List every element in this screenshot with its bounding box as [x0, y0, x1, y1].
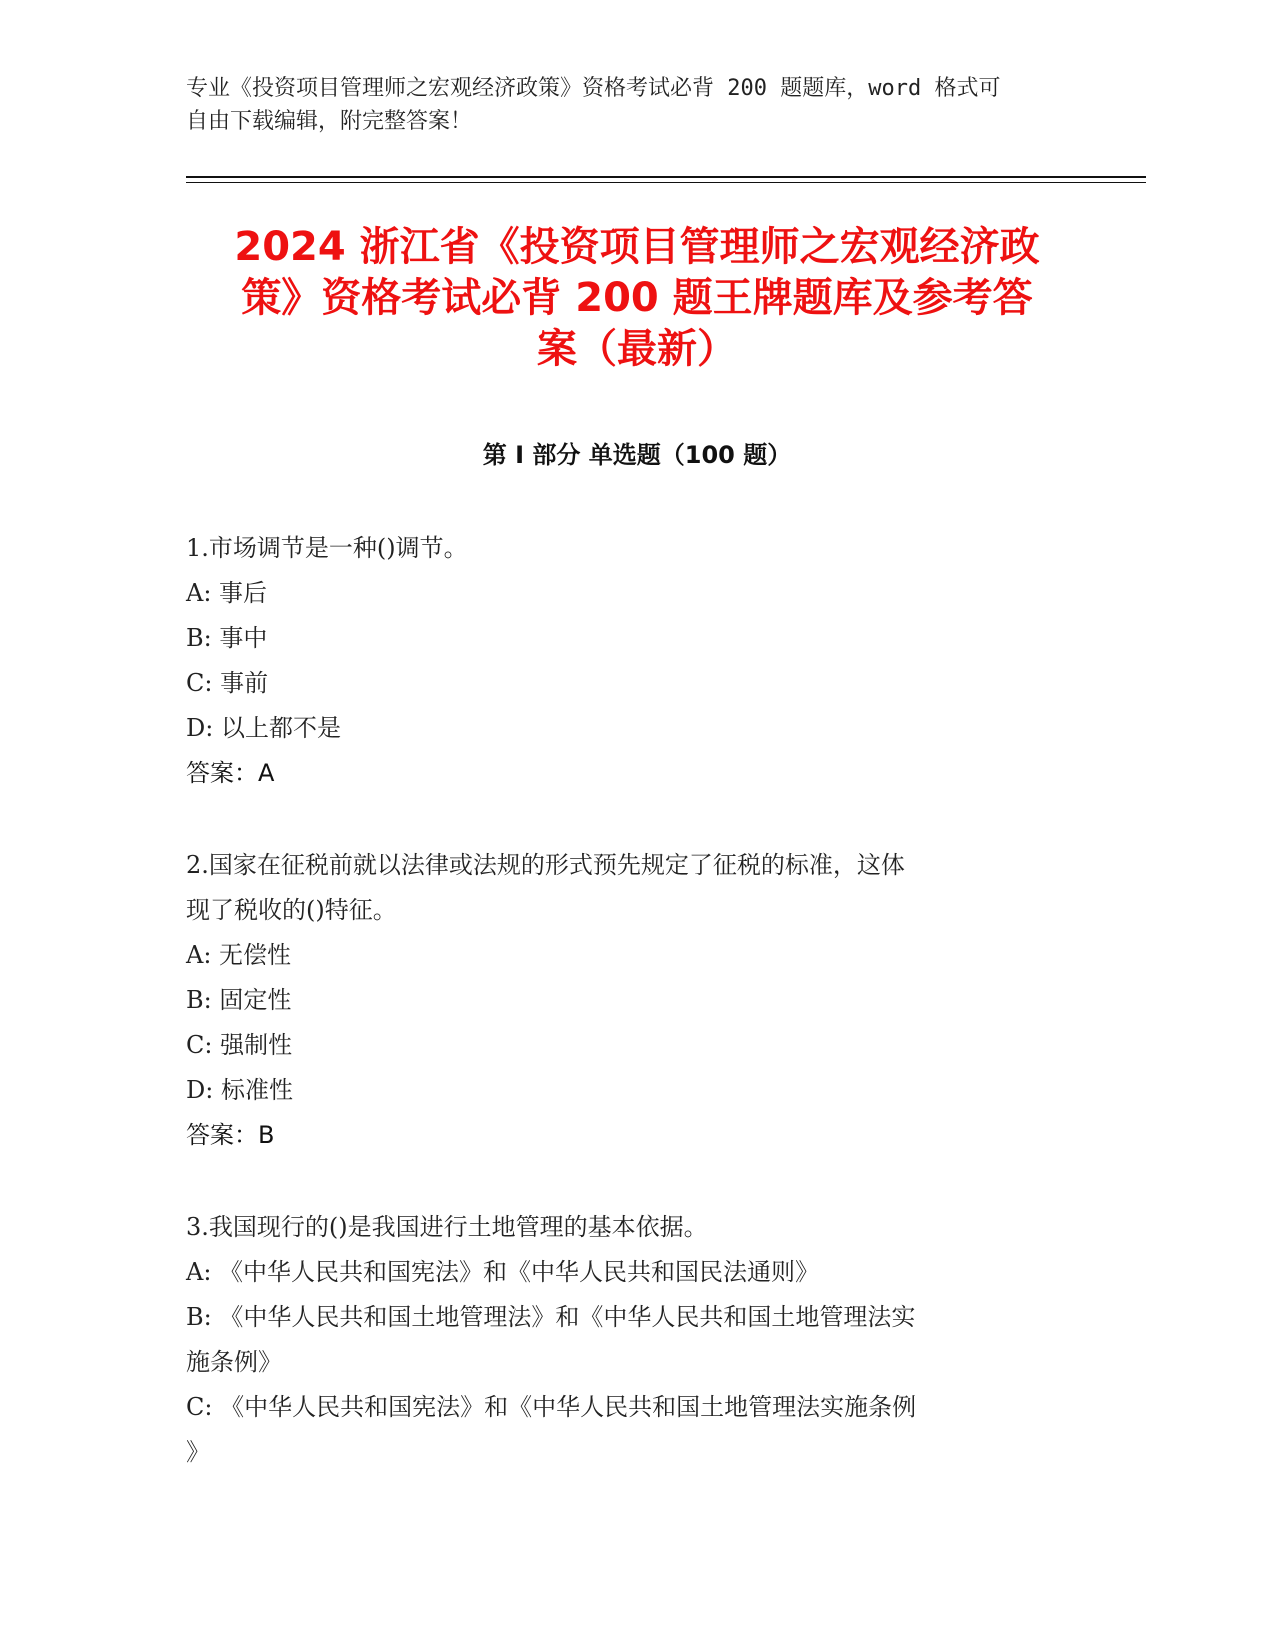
- question-text: 1.市场调节是一种()调节。: [186, 534, 468, 562]
- question-text: 3.我国现行的()是我国进行土地管理的基本依据。: [186, 1213, 708, 1241]
- question-option: 施条例》: [186, 1348, 282, 1376]
- question-option: D: 以上都不是: [186, 714, 341, 742]
- header-divider-thick: [186, 176, 1146, 178]
- question-option: C: 强制性: [186, 1031, 293, 1059]
- question-option: B: 事中: [186, 624, 268, 652]
- document-title-line: 策》资格考试必背 200 题王牌题库及参考答: [241, 275, 1033, 321]
- question-list: [186, 526, 1066, 1522]
- question-option: D: 标准性: [186, 1076, 293, 1104]
- document-title-line: 案（最新）: [537, 326, 737, 372]
- question-text: 2.国家在征税前就以法律或法规的形式预先规定了征税的标准，这体: [186, 851, 905, 879]
- question-option: B: 固定性: [186, 986, 292, 1014]
- question-item: [186, 526, 1066, 796]
- header-note-line: 专业《投资项目管理师之宏观经济政策》资格考试必背 200 题题库，word 格式可: [186, 76, 1001, 101]
- document-title: [186, 222, 1088, 375]
- question-item: [186, 843, 1066, 1158]
- header-note-line: 自由下载编辑，附完整答案！: [186, 109, 473, 134]
- header-divider-thin: [186, 182, 1146, 183]
- header-note: [186, 72, 1066, 138]
- question-item: [186, 1205, 1066, 1475]
- question-option: C: 事前: [186, 669, 269, 697]
- question-text: 现了税收的()特征。: [186, 896, 397, 924]
- question-option: C: 《中华人民共和国宪法》和《中华人民共和国土地管理法实施条例: [186, 1393, 917, 1421]
- question-answer: 答案：B: [186, 1121, 275, 1149]
- question-option: A: 无偿性: [186, 941, 292, 969]
- section-title: 第 I 部分 单选题（100 题）: [482, 441, 792, 469]
- question-option: A: 事后: [186, 579, 268, 607]
- document-title-line: 2024 浙江省《投资项目管理师之宏观经济政: [234, 224, 1040, 270]
- question-option: 》: [186, 1438, 210, 1466]
- question-answer: 答案：A: [186, 759, 275, 787]
- question-option: A: 《中华人民共和国宪法》和《中华人民共和国民法通则》: [186, 1258, 820, 1286]
- question-option: B: 《中华人民共和国土地管理法》和《中华人民共和国土地管理法实: [186, 1303, 916, 1331]
